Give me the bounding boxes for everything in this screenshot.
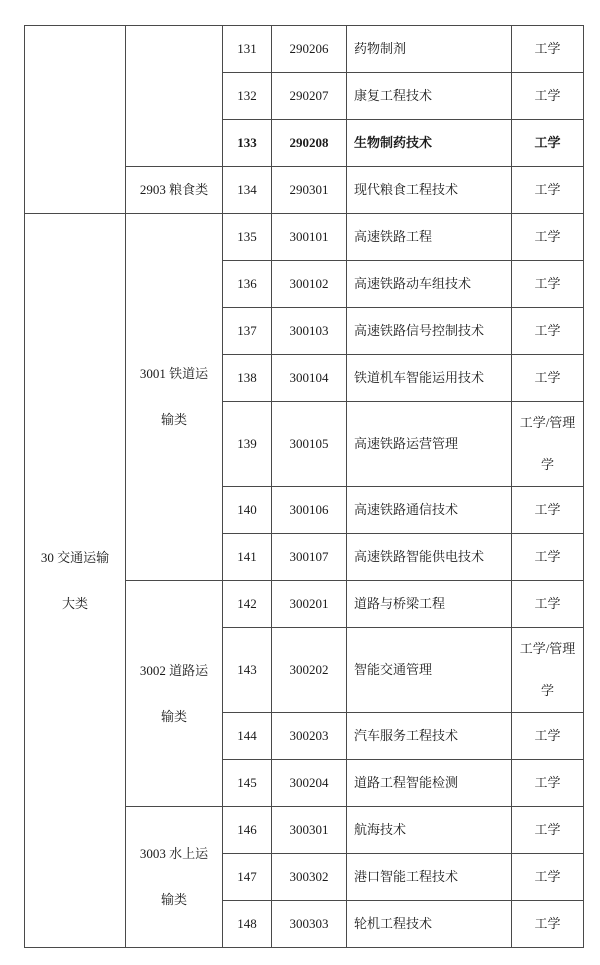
major-code: 300106 [272,487,347,534]
major-name: 高速铁路信号控制技术 [347,308,512,355]
serial-number: 147 [223,854,272,901]
degree: 工学 [512,261,584,308]
major-name: 道路工程智能检测 [347,760,512,807]
major-name: 高速铁路通信技术 [347,487,512,534]
major-name: 铁道机车智能运用技术 [347,355,512,402]
major-name: 航海技术 [347,807,512,854]
degree: 工学 [512,355,584,402]
major-name: 汽车服务工程技术 [347,713,512,760]
serial-number: 133 [223,120,272,167]
sub-category-cell: 3003 水上运输类 [126,807,223,948]
degree: 工学 [512,26,584,73]
major-code: 300101 [272,214,347,261]
major-code: 300201 [272,581,347,628]
serial-number: 132 [223,73,272,120]
major-code: 300104 [272,355,347,402]
major-code: 300103 [272,308,347,355]
major-category-cell: 30 交通运输大类 [25,214,126,948]
degree: 工学 [512,854,584,901]
serial-number: 138 [223,355,272,402]
degree: 工学 [512,534,584,581]
degree: 工学 [512,760,584,807]
major-category-cell [25,26,126,214]
table-row [25,26,584,73]
sub-category-cell: 3001 铁道运输类 [126,214,223,581]
degree: 工学 [512,487,584,534]
degree: 工学 [512,73,584,120]
major-name: 智能交通管理 [347,628,512,713]
degree: 工学 [512,308,584,355]
major-name: 道路与桥梁工程 [347,581,512,628]
degree: 工学 [512,901,584,948]
serial-number: 134 [223,167,272,214]
degree: 工学 [512,713,584,760]
serial-number: 139 [223,402,272,487]
sub-category-cell [126,26,223,167]
major-name: 康复工程技术 [347,73,512,120]
sub-category-cell: 2903 粮食类 [126,167,223,214]
major-code: 300202 [272,628,347,713]
major-code: 300102 [272,261,347,308]
serial-number: 148 [223,901,272,948]
serial-number: 144 [223,713,272,760]
serial-number: 143 [223,628,272,713]
serial-number: 140 [223,487,272,534]
serial-number: 136 [223,261,272,308]
major-code: 290208 [272,120,347,167]
major-name: 高速铁路运营管理 [347,402,512,487]
major-code: 300303 [272,901,347,948]
major-code: 290207 [272,73,347,120]
sub-category-cell: 3002 道路运输类 [126,581,223,807]
serial-number: 137 [223,308,272,355]
major-code: 300203 [272,713,347,760]
major-code: 300204 [272,760,347,807]
degree: 工学 [512,214,584,261]
degree: 工学 [512,807,584,854]
major-code: 300107 [272,534,347,581]
major-name: 港口智能工程技术 [347,854,512,901]
major-code: 300105 [272,402,347,487]
serial-number: 141 [223,534,272,581]
serial-number: 145 [223,760,272,807]
serial-number: 135 [223,214,272,261]
table-row [25,214,584,261]
degree: 工学 [512,167,584,214]
major-name: 高速铁路动车组技术 [347,261,512,308]
major-catalog-table [24,25,584,948]
serial-number: 146 [223,807,272,854]
major-code: 300302 [272,854,347,901]
major-name: 高速铁路工程 [347,214,512,261]
major-code: 290206 [272,26,347,73]
degree: 工学 [512,120,584,167]
major-code: 290301 [272,167,347,214]
major-name: 现代粮食工程技术 [347,167,512,214]
degree: 工学/管理学 [512,402,584,487]
degree: 工学/管理学 [512,628,584,713]
major-name: 高速铁路智能供电技术 [347,534,512,581]
major-name: 药物制剂 [347,26,512,73]
serial-number: 131 [223,26,272,73]
major-name: 生物制药技术 [347,120,512,167]
degree: 工学 [512,581,584,628]
major-code: 300301 [272,807,347,854]
serial-number: 142 [223,581,272,628]
major-name: 轮机工程技术 [347,901,512,948]
